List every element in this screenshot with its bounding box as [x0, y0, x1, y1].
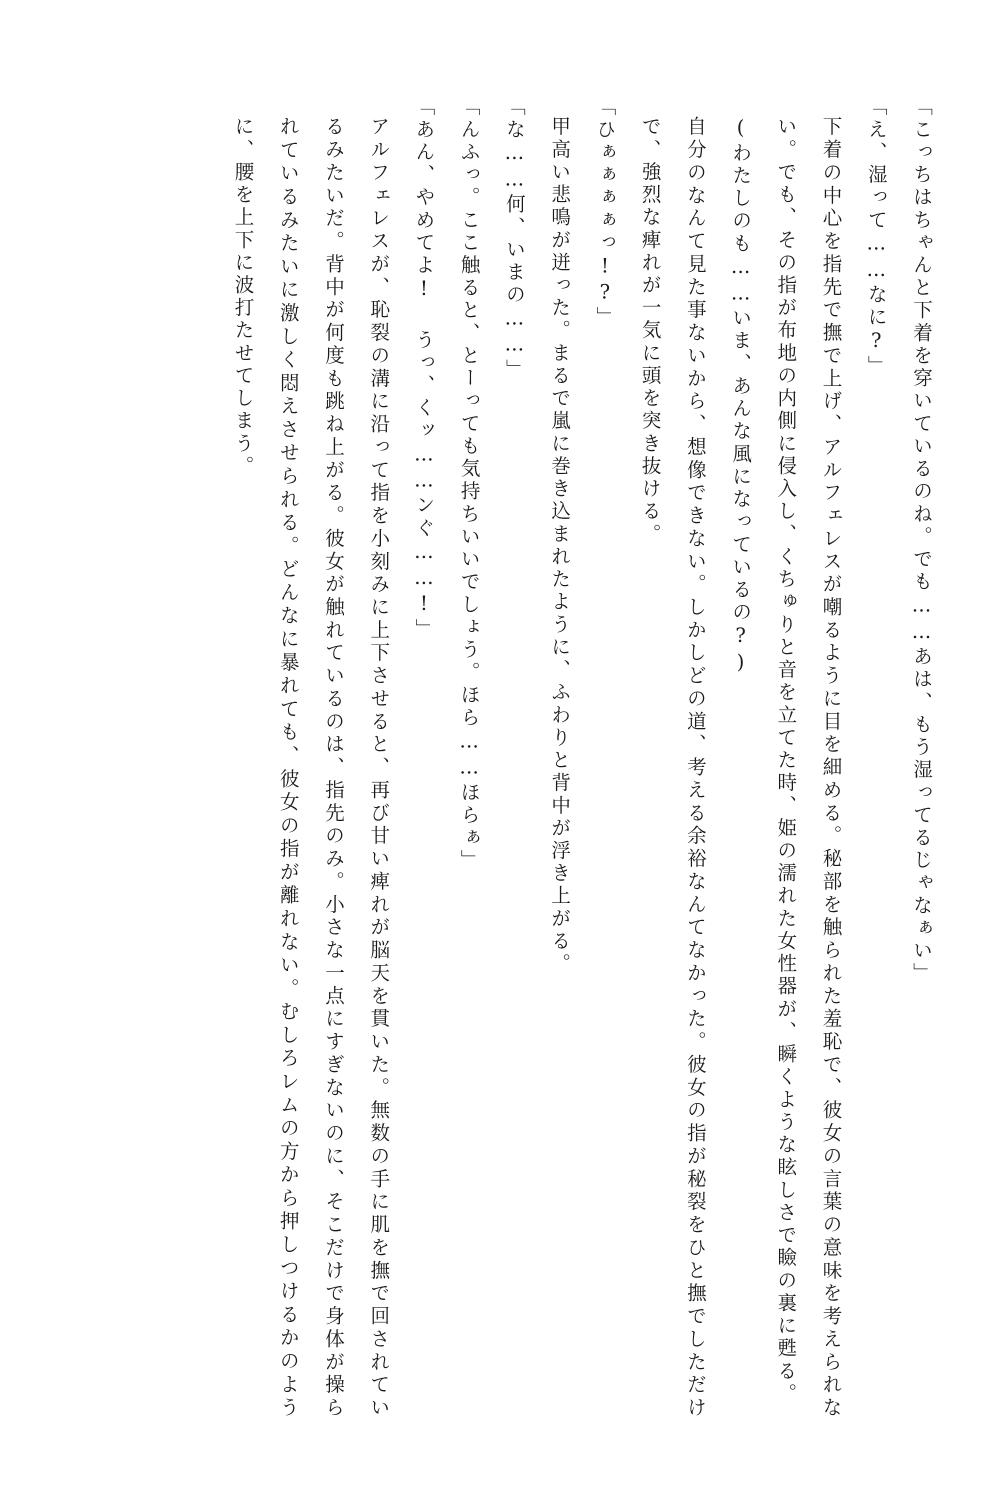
paragraph: 「ひぁぁぁぁっ!?」 [593, 96, 617, 330]
paragraph: 自分のなんて見た事ないから、想像できない。しかしどの道、考える余裕なんてなかった。彼女の指が秘裂をひと撫でしただけで、強烈な痺れが一気に頭を突き抜ける。 [638, 116, 707, 1420]
paragraph: 「あん、やめてよ! うっ、くッ……ンぐ……!」 [412, 96, 436, 641]
paragraph: 「んふっ。ここ触ると、とーっても気持ちいいでしょう。ほら……ほらぁ」 [457, 96, 481, 873]
paragraph: 「こっちはちゃんと下着を穿いているのね。でも……あは、もう湿ってるじゃなぁい」 [910, 96, 933, 986]
paragraph: 「え、湿って……なに?」 [864, 96, 888, 378]
vertical-text-body [56, 96, 944, 1420]
paragraph: (わたしのも……いま、あんな風になっているの?) [729, 116, 753, 677]
paragraph: 「な……何、いまの……」 [502, 96, 526, 382]
paragraph: 甲高い悲鳴が迸った。まるで嵐に巻き込まれたように、ふわりと背中が浮き上がる。 [548, 116, 572, 977]
paragraph: アルフェレスが、恥裂の溝に沿って指を小刻みに上下させると、再び甘い痺れが脳天を貫いた。無数の手に肌を撫で回されているみたいだ。背中が何度も跳ね上がる。彼女が触れているのは、指先のみ。小さな一点にすぎないのに、そこだけで身体が操られているみたいに激しく悶えさせられる。どんなに暴れても、彼女の指が離れない。むしろレムの方から押しつけるかのように、腰を上下に波打たせてしまう。 [231, 116, 391, 1420]
paragraph: 下着の中心を指先で撫で上げ、アルフェレスが嘲るように目を細める。秘部を触られた羞恥で、彼女の言葉の意味を考えられない。でも、その指が布地の内側に侵入し、くちゅりと音を立てた時、姫の濡れた女性器が、瞬くような眩しさで瞼の裏に甦る。 [774, 116, 843, 1420]
